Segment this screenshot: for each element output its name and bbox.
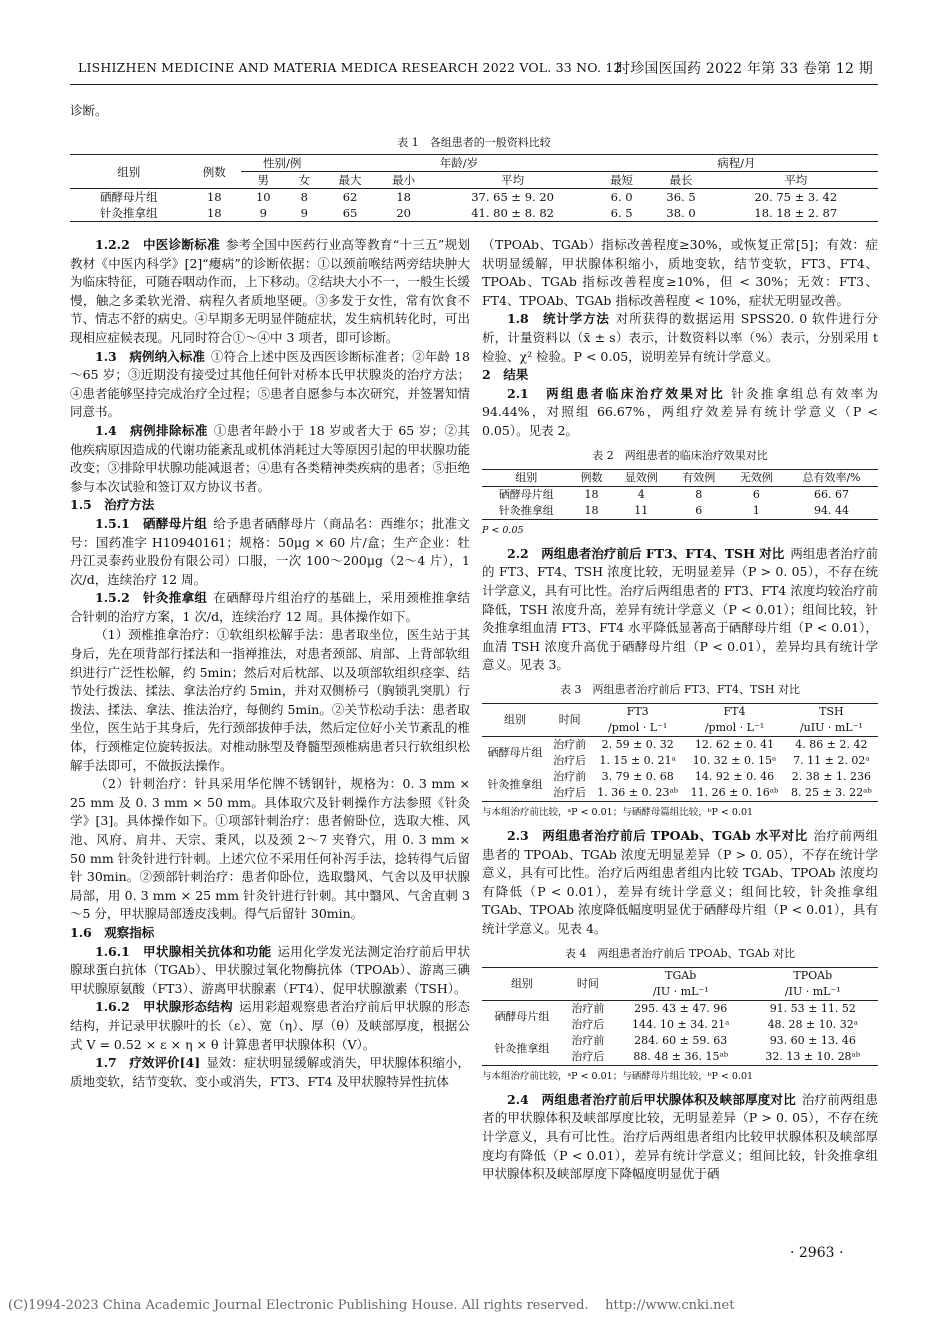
t1-h-min: 最小	[377, 172, 431, 189]
table-header-cell: 组别	[482, 704, 548, 737]
table-header-cell: FT3	[591, 704, 684, 721]
table-cell: 6	[670, 503, 728, 520]
table-3-caption	[482, 681, 878, 700]
table-cell: 93. 60 ± 13. 46	[769, 1034, 856, 1048]
table-row	[482, 1033, 878, 1049]
para-1-7: 显效：症状明显缓解或消失，甲状腺体积缩小，质地变软，结节变软、变小或消失，FT3、FT4 及甲状腺特异性抗体	[70, 1055, 470, 1089]
table-4	[482, 945, 878, 1087]
table-cell: 10. 32 ± 0. 15ᵃ	[692, 754, 777, 768]
table-row	[70, 205, 878, 222]
t1-h-sex: 性别/例	[241, 155, 323, 172]
journal-header-cn: 时珍国医国药 2022 年第 33 卷第 12 期	[616, 61, 873, 77]
table-cell: 4. 86 ± 2. 42	[795, 738, 868, 752]
table-unit-cell: /pmol · L⁻¹	[591, 720, 684, 737]
table-2-note: P < 0.05	[482, 525, 524, 537]
table-cell: 9	[286, 205, 324, 222]
table-3-note: 与本组治疗前比较，ᵃP < 0.01；与硒酵母篇组比较，ᵇP < 0.01	[482, 807, 754, 819]
table-cell: 18	[206, 190, 222, 204]
heading-1-6-1: 1.6.1 甲状腺相关抗体和功能	[95, 943, 272, 959]
table-cell: 36. 5	[666, 190, 696, 204]
table-cell: 20. 75 ± 3. 42	[754, 190, 838, 204]
table-cell: 6	[752, 488, 760, 502]
table-cell: 针灸推拿组	[482, 503, 570, 520]
table-cell: 治疗前	[571, 1034, 605, 1048]
table-cell: 治疗前	[553, 770, 587, 784]
table-3-title: 两组患者治疗前后 FT3、FT4、TSH 对比	[592, 682, 800, 696]
table-2-caption	[482, 447, 878, 466]
table-cell: 9	[241, 205, 285, 222]
intro-tail-text: 诊断。	[70, 103, 108, 118]
heading-2-4: 2.4 两组患者治疗前后甲状腺体积及峡部厚度对比	[507, 1091, 796, 1107]
table-cell: 针灸推拿组	[482, 1033, 562, 1066]
t1-h-long: 最长	[648, 172, 713, 189]
heading-1-5-2: 1.5.2 针灸推拿组	[95, 590, 208, 606]
right-column	[482, 236, 878, 1184]
t1-h-male: 男	[241, 172, 285, 189]
table-unit-cell: /uIU · mL⁻¹	[785, 720, 878, 737]
table-4-grid	[482, 967, 878, 1066]
table-cell: 2. 59 ± 0. 32	[601, 738, 674, 752]
para-1-6-2: 运用彩超观察患者治疗前后甲状腺的形态结构，并记录甲状腺叶的长（ε）、宽（η）、厚（θ）及峡部厚度，根据公式 V = 0.52 × ε × η × θ 计算患者甲状腺体积（V）。	[70, 999, 470, 1052]
table-cell: 治疗后	[562, 1049, 614, 1066]
table-header-cell: 例数	[570, 470, 612, 487]
table-4-note: 与本组治疗前比较，ᵃP < 0.01；与硒酵母片组比较，ᵇP < 0.01	[482, 1071, 754, 1083]
table-row	[482, 737, 878, 754]
para-1-8: 对所获得的数据运用 SPSS20. 0 软件进行分析，计量资料以（x̄ ± s）表示，计数资料以率（%）表示，分别采用 t 检验、χ² 检验。P < 0.05，说明差异有统计学意义。	[482, 311, 878, 364]
table-cell: 20	[377, 205, 431, 222]
table-cell: 7. 11 ± 2. 02ᵃ	[793, 754, 870, 768]
table-cell: 14. 92 ± 0. 46	[694, 770, 775, 784]
table-row	[482, 487, 878, 504]
table-unit-cell: /pmol · L⁻¹	[684, 720, 785, 737]
para-2-3: 治疗前两组患者的 TPOAb、TGAb 浓度无明显差异（P > 0. 05），不存在统计学意义，具有可比性。治疗后两组患者组内比较 TGAb、TPOAb 浓度均有降低（P < 0.01），差异有统计学意义；组间比较，针灸推拿组 TGAb、TPOAb 浓度降低幅度明显优于硒酵母片组（P < 0.01），具有统计学意义。见表 4。	[482, 828, 878, 937]
table-4-caption	[482, 945, 878, 964]
t1-h-mean: 平均	[430, 172, 594, 189]
heading-2: 2 结果	[482, 367, 529, 383]
table-header-cell: 显效例	[613, 470, 671, 487]
table-cell: 硒酵母片组	[498, 488, 554, 502]
table-cell: 硒酵母片组	[487, 746, 543, 760]
table-cell: 18	[187, 205, 241, 222]
table-cell: 65	[323, 205, 377, 222]
para-1-2-2: 参考全国中医药行业高等教育“十三五”规划教材《中医内科学》[2]“瘿病”的诊断依据：①以颈前喉结两旁结块肿大为临床特征，可随吞咽动作而，上下移动。②结块大小不一，一般生长缓慢，触之多柔软光滑、病程久者质地坚硬。③多发于女性，常有饮食不节、情志不舒的病史。④早期多无明显伴随症状，发生病机转化时，可出现相应症候表现。凡同时符合①～④中 3 项者，即可诊断。	[70, 237, 471, 345]
table-cell: 治疗后	[571, 1018, 605, 1032]
t1-h-max: 最大	[323, 172, 377, 189]
para-1-5-2: 在硒酵母片组治疗的基础上，采用颈椎推拿结合针刺的治疗方案，1 次/d，连续治疗 12 周。具体操作如下。	[70, 590, 470, 624]
table-header-cell: TSH	[785, 704, 878, 721]
heading-1-3: 1.3 病例纳入标准	[95, 348, 205, 364]
table-cell: 1	[728, 503, 786, 520]
para-1-5-1: 给予患者硒酵母片（商品名：西维尔；批准文号：国药准字 H10940161；规格：50μg × 60 片/盒；生产企业：牡丹江灵泰药业股份有限公司）口服，一次 100～200μg（2～4 片），1 次/d，连续治疗 12 周。	[70, 515, 470, 587]
table-row	[482, 1001, 878, 1018]
table-unit-cell: /IU · mL⁻¹	[748, 984, 878, 1001]
table-cell: 针灸推拿组	[70, 205, 187, 222]
table-cell: 11. 26 ± 0. 16ᵃᵇ	[684, 785, 785, 802]
table-cell: 18	[584, 488, 599, 502]
table-cell: 48. 28 ± 10. 32ᵃ	[767, 1018, 858, 1032]
t1-h-n: 例数	[187, 155, 241, 189]
heading-1-8: 1.8 统计学方法	[507, 311, 610, 327]
t1-h-short: 最短	[595, 172, 649, 189]
para-2-2: 两组患者治疗前的 FT3、FT4、TSH 浓度比较，无明显差异（P > 0. 05），不存在统计学意义，具有可比性。治疗后两组患者的 FT3、FT4 浓度均较治疗前降低，TSH 浓度升高，差异有统计学意义（P < 0.01）；组间比较，针灸推拿组血清 FT3、FT4 水平降低显著高于硒酵母片组（P < 0.01），血清 TSH 浓度升高优于硒酵母片组（P < 0.01），差异均具有统计学意义。见表 3。	[482, 545, 878, 673]
table-header-cell: TPOAb	[748, 968, 878, 985]
table-header-cell: FT4	[684, 704, 785, 721]
para-1-3: ①符合上述中医及西医诊断标准者；②年龄 18～65 岁；③近期没有接受过其他任何针对桥本氏甲状腺炎的治疗方法；④患者能够坚持完成治疗全过程；⑤患者自愿参与本次研究，并签署知情同意书。	[70, 348, 471, 420]
table-header-cell: 无效例	[728, 470, 786, 487]
table-2	[482, 447, 878, 541]
heading-2-3: 2.3 两组患者治疗前后 TPOAb、TGAb 水平对比	[507, 828, 808, 844]
table-cell: 91. 53 ± 11. 52	[769, 1002, 856, 1016]
table-cell: 94. 44	[785, 503, 878, 520]
table-cell: 治疗后	[553, 754, 587, 768]
table-cell: 38. 0	[648, 205, 713, 222]
heading-1-5-1: 1.5.1 硒酵母片组	[95, 515, 208, 531]
table-cell: 硒酵母片组	[494, 1010, 550, 1024]
table-1-caption	[70, 134, 878, 150]
table-1-grid	[70, 154, 878, 222]
table-1-title: 各组患者的一般资料比较	[429, 136, 551, 149]
table-cell: 8	[300, 190, 308, 204]
table-cell: 治疗前	[571, 1002, 605, 1016]
table-cell: 6. 0	[610, 190, 633, 204]
heading-1-6: 1.6 观察指标	[70, 924, 155, 940]
t1-h-female: 女	[286, 172, 324, 189]
table-header-cell: 总有效率/%	[785, 470, 878, 487]
copyright-footer: (C)1994-2023 China Academic Journal Electronic Publishing House. All rights reserved. http://www.cnki.net	[8, 1298, 735, 1313]
page-number: · 2963 ·	[790, 1245, 844, 1261]
heading-1-7: 1.7 疗效评价[4]	[95, 1055, 201, 1071]
table-header-cell: 组别	[482, 968, 562, 1001]
table-header-cell: 组别	[482, 470, 570, 487]
table-cell: 6. 5	[595, 205, 649, 222]
table-3	[482, 681, 878, 823]
table-row	[482, 503, 878, 520]
t1-h-mean2: 平均	[714, 172, 878, 189]
table-cell: 11	[613, 503, 671, 520]
para-2-1: 针灸推拿组总有效率为 94.44%，对照组 66.67%，两组疗效差异有统计学意义（P < 0.05）。见表 2。	[482, 385, 878, 438]
table-cell: 8	[695, 488, 703, 502]
table-cell: 1. 15 ± 0. 21ᵃ	[599, 754, 676, 768]
table-cell: 62	[342, 190, 358, 204]
table-cell: 32. 13 ± 10. 28ᵃᵇ	[748, 1049, 878, 1066]
table-cell: 针灸推拿组	[482, 769, 548, 802]
heading-2-2: 2.2 两组患者治疗前后 FT3、FT4、TSH 对比	[507, 545, 785, 561]
table-cell: 18. 18 ± 2. 87	[714, 205, 878, 222]
table-cell: 88. 48 ± 36. 15ᵃᵇ	[614, 1049, 748, 1066]
table-2-grid	[482, 469, 878, 520]
table-cell: 18	[570, 503, 612, 520]
table-3-number: 表 3	[560, 682, 582, 696]
heading-1-2-2: 1.2.2 中医诊断标准	[95, 237, 220, 252]
table-3-grid	[482, 703, 878, 802]
table-4-number: 表 4	[564, 946, 587, 960]
para-1-7-cont: （TPOAb、TGAb）指标改善程度≥30%，或恢复正常[5]；有效：症状明显缓解，甲状腺体积缩小，质地变软，结节变软，FT3、FT4、TPOAb、TGAb 指标改善程度≥10%，但 < 30%；无效：FT3、FT4、TPOAb、TGAb 指标改善程度 < 10%，症状无明显改善。	[482, 237, 878, 308]
table-2-number: 表 2	[592, 448, 614, 462]
intro-tail	[70, 102, 878, 121]
journal-header-en: LISHIZHEN MEDICINE AND MATERIA MEDICA RESEARCH 2022 VOL. 33 NO. 12	[78, 60, 622, 75]
table-cell: 144. 10 ± 34. 21ᵃ	[632, 1018, 730, 1032]
table-4-title: 两组患者治疗前后 TPOAb、TGAb 对比	[597, 946, 796, 960]
heading-2-1: 2.1 两组患者临床治疗效果对比	[507, 385, 726, 401]
heading-1-4: 1.4 病例排除标准	[95, 422, 208, 438]
table-header-cell: 时间	[562, 968, 614, 1001]
para-1-4: ①患者年龄小于 18 岁或者大于 65 岁；②其他疾病原因造成的代谢功能紊乱或机体消耗过大等原因引起的甲状腺功能改变；③排除甲状腺功能减退者；④患有各类精神类疾病的患者；⑤拒绝参与本次试验和签订双方协议书者。	[70, 422, 471, 494]
table-unit-cell: /IU · mL⁻¹	[614, 984, 748, 1001]
table-1	[70, 128, 878, 222]
heading-1-6-2: 1.6.2 甲状腺形态结构	[95, 999, 233, 1015]
para-1-6-1: 运用化学发光法测定治疗前后甲状腺球蛋白抗体（TGAb）、甲状腺过氧化物酶抗体（TPOAb）、游离三碘甲状腺原氨酸（FT3）、游离甲状腺素（FT4）、促甲状腺激素（TSH）。	[70, 943, 470, 996]
table-header-cell: 时间	[548, 704, 591, 737]
para-2-4: 治疗前两组患者的甲状腺体积及峡部厚度比较，无明显差异（P > 0. 05），不存在统计学意义，具有可比性。治疗后两组患者组内比较甲状腺体积及峡部厚度均有降低（P < 0.01），差异有统计学意义；组间比较，针灸推拿组甲状腺体积及峡部厚度下降幅度明显优于硒	[482, 1091, 878, 1182]
table-cell: 2. 38 ± 1. 236	[791, 770, 871, 784]
table-cell: 治疗前	[553, 738, 587, 752]
table-cell: 8. 25 ± 3. 22ᵃᵇ	[785, 785, 878, 802]
table-row	[482, 769, 878, 785]
t1-h-course: 病程/月	[595, 155, 878, 172]
table-cell: 治疗后	[548, 785, 591, 802]
table-cell: 66. 67	[814, 488, 850, 502]
table-cell: 37. 65 ± 9. 20	[471, 190, 554, 204]
left-column	[70, 236, 470, 1091]
table-cell: 295. 43 ± 47. 96	[634, 1002, 728, 1016]
table-cell: 4	[637, 488, 645, 502]
table-cell: 12. 62 ± 0. 41	[694, 738, 775, 752]
t1-h-group: 组别	[70, 155, 187, 189]
header-rule	[70, 84, 878, 85]
para-massage: （1）颈椎推拿治疗：①软组织松解手法：患者取坐位，医生站于其身后，先在项背部行揉法和一指禅推法，对患者颈部、肩部、上背部软组织进行广泛性松解，约 5min；然后对后枕部、以及项部软组织痉挛、结节处行拨法、揉法、拿法治疗约 5min，并对双侧桥弓（胸锁乳突肌）行拨法、揉法、拿法、推法治疗，每侧约 5min。②关节松动手法：患者取坐位，医生站于其身后，先行颈部拔伸手法，然后定位好小关节紊乱的椎体，行颈椎定位旋转扳法。对椎动脉型及脊髓型颈椎病患者只行软组织松解手法即可，不做扳法操作。	[70, 627, 471, 773]
heading-1-5: 1.5 治疗方法	[70, 497, 155, 513]
table-cell: 41. 80 ± 8. 82	[430, 205, 594, 222]
t1-h-age: 年龄/岁	[323, 155, 595, 172]
table-cell: 10	[255, 190, 271, 204]
table-cell: 284. 60 ± 59. 63	[634, 1034, 728, 1048]
table-row	[70, 189, 878, 206]
table-2-title: 两组患者的临床治疗效果对比	[624, 448, 768, 462]
table-header-cell: TGAb	[614, 968, 748, 985]
table-1-number: 表 1	[397, 136, 419, 149]
table-cell: 1. 36 ± 0. 23ᵃᵇ	[591, 785, 684, 802]
table-cell: 硒酵母片组	[99, 190, 158, 204]
table-cell: 18	[396, 190, 411, 204]
para-acupuncture: （2）针刺治疗：针具采用华佗牌不锈钢针，规格为：0. 3 mm × 25 mm 及 0. 3 mm × 50 mm。具体取穴及针刺操作方法参照《针灸学》[3]。具体操作如下。①项部针刺治疗：患者俯卧位，选取大椎、风池、风府、肩井、天宗、秉风，以及颈 2～7 夹脊穴，用 0. 3 mm × 50 mm 针灸针进行针刺。上述穴位不采用任何补泻手法，捻转得气后留针 30min。②颈部针刺治疗：患者仰卧位，选取翳风、气舍以及甲状腺局部，用 0. 3 mm × 25 mm 针灸针进行针刺。其中翳风、气舍直刺 3～5 分，甲状腺局部透皮浅刺。得气后留针 30min。	[70, 776, 470, 922]
table-cell: 3. 79 ± 0. 68	[601, 770, 674, 784]
table-header-cell: 有效例	[670, 470, 728, 487]
